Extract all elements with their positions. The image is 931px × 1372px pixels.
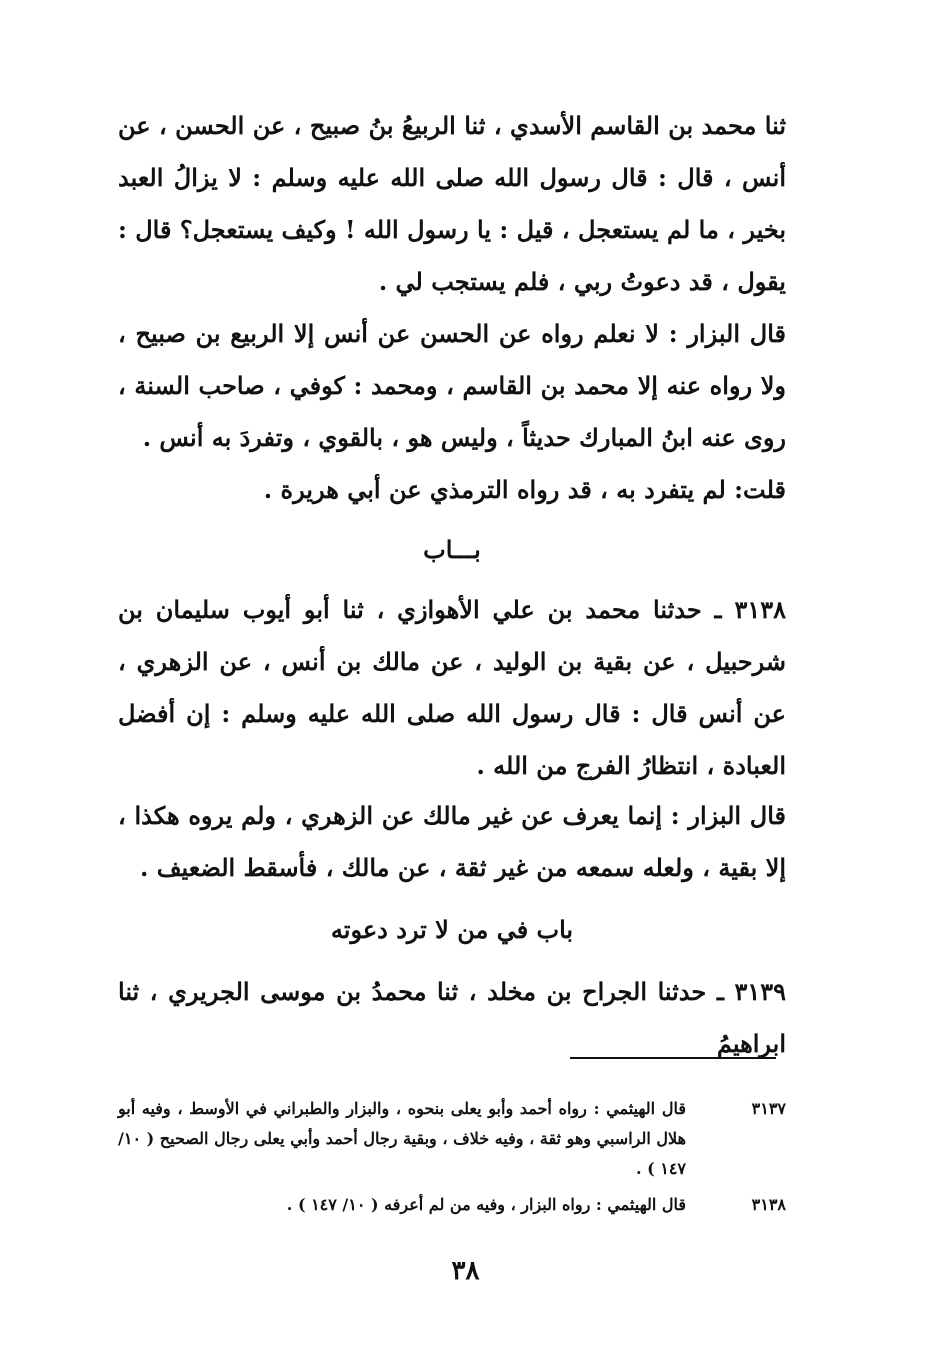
footnote-3138 [118, 1190, 786, 1220]
footnote-separator [570, 1057, 776, 1059]
page-number: ٣٨ [451, 1256, 480, 1286]
footnote-number: ٣١٣٧ [751, 1099, 786, 1118]
section-heading-bab: بـــاب [423, 535, 481, 564]
author-note: قلت: لم يتفرد به ، قد رواه الترمذي عن أبي هريرة . [263, 475, 786, 504]
hadith-text-3138: ٣١٣٨ ـ حدثنا محمد بن علي الأهوازي ، ثنا أبو أيوب سليمان بن شرحبيل ، عن بقية بن الوليد ، عن مالك بن أنس ، عن الزهري ، عن أنس قال : قال رسول الله صلى الله عليه وسلم : إن أفضل العبادة ، انتظارُ الفرج من الله . [118, 595, 786, 780]
hadith-text-3139: ٣١٣٩ ـ حدثنا الجراح بن مخلد ، ثنا محمدُ بن موسى الجريري ، ثنا ابراهيمُ [118, 977, 786, 1058]
bazzar-commentary-1: قال البزار : لا نعلم رواه عن الحسن عن أنس إلا الربيع بن صبيح ، ولا رواه عنه إلا محمد بن القاسم ، ومحمد : كوفي ، صاحب السنة ، روى عنه ابنُ المبارك حديثاً ، وليس هو ، بالقوي ، وتفردَ به أنس . [118, 319, 786, 452]
footnote-3137 [118, 1094, 786, 1184]
section-heading-dua: باب في من لا ترد دعوته [330, 915, 574, 944]
footnote-number: ٣١٣٨ [751, 1195, 786, 1214]
footnote-text: قال الهيثمي : رواه أحمد وأبو يعلى بنحوه ، والبزار والطبراني في الأوسط ، وفيه أبو هلال الراسبي وهو ثقة ، وفيه خلاف ، وبقية رجال أحمد وأبي يعلى رجال الصحيح ( ١٠/ ١٤٧ ) . [118, 1099, 686, 1178]
hadith-text-3137: ثنا محمد بن القاسم الأسدي ، ثنا الربيعُ بنُ صبيح ، عن الحسن ، عن أنس ، قال : قال رسول الله صلى الله عليه وسلم : لا يزالُ العبد بخير ، ما لم يستعجل ، قيل : يا رسول الله ! وكيف يستعجل؟ قال : يقول ، قد دعوتُ ربي ، فلم يستجب لي . [118, 111, 786, 296]
footnote-text: قال الهيثمي : رواه البزار ، وفيه من لم أعرفه ( ١٠/ ١٤٧ ) . [286, 1195, 686, 1214]
bazzar-commentary-2: قال البزار : إنما يعرف عن غير مالك عن الزهري ، ولم يروه هكذا ، إلا بقية ، ولعله سمعه من غير ثقة ، عن مالك ، فأسقط الضعيف . [118, 801, 786, 882]
